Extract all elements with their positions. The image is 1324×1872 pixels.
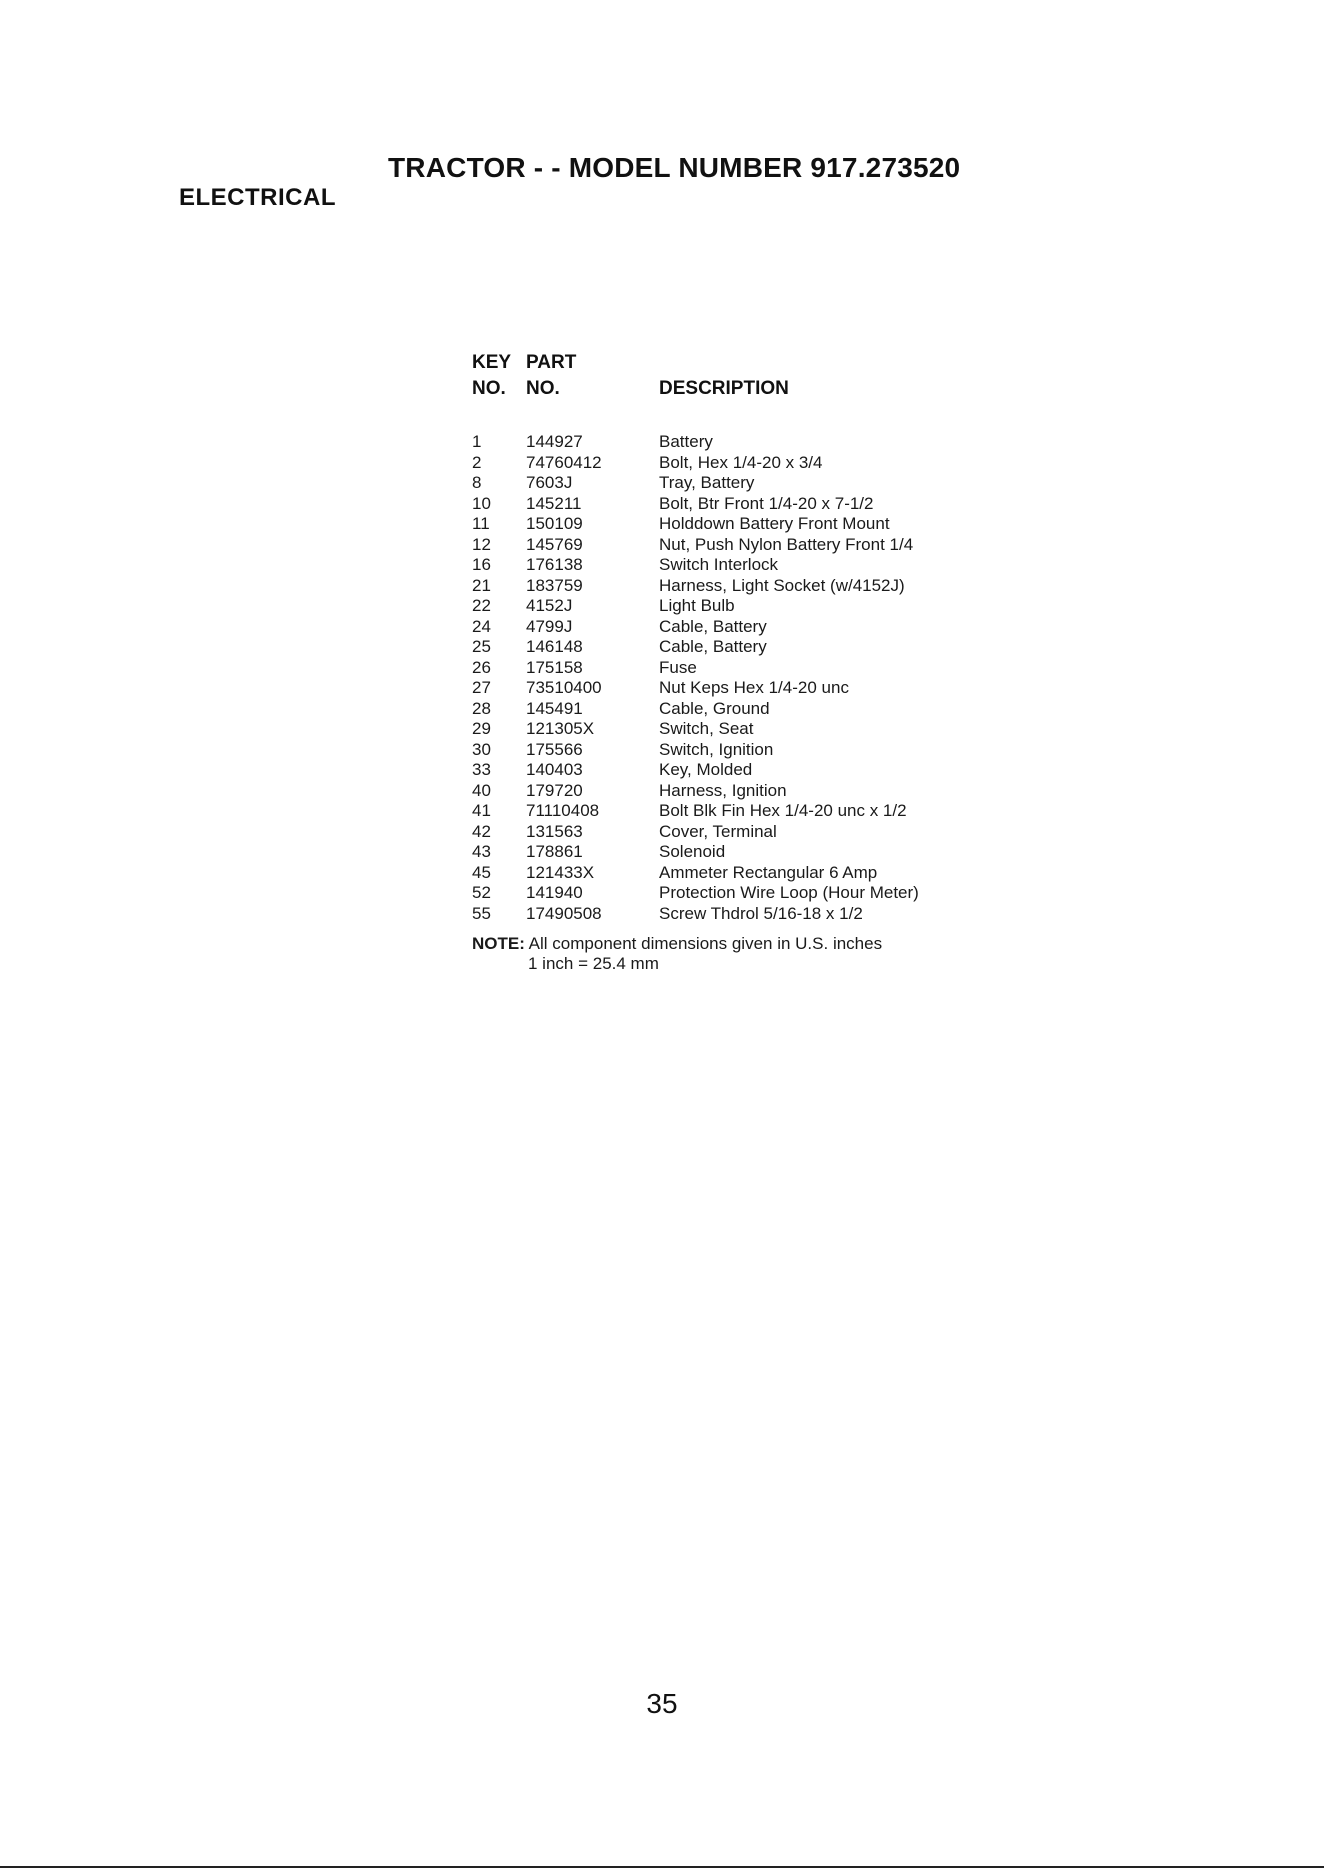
part-no-cell: 150109 [526, 514, 583, 533]
table-row [472, 719, 1032, 740]
part-no-cell: 73510400 [526, 678, 602, 697]
part-no-cell: 4152J [526, 596, 573, 615]
key-no-cell: 26 [472, 657, 491, 677]
description-cell: Bolt, Btr Front 1/4-20 x 7-1/2 [659, 493, 874, 513]
description-cell: Bolt Blk Fin Hex 1/4-20 unc x 1/2 [659, 801, 907, 820]
description-cell: Solenoid [659, 842, 726, 861]
key-no-cell: 16 [472, 555, 491, 574]
key-no-cell: 12 [472, 534, 491, 554]
part-no-cell: 144927 [526, 432, 583, 451]
table-row [472, 432, 1032, 453]
note [472, 934, 882, 974]
description-cell: Bolt, Hex 1/4-20 x 3/4 [659, 452, 823, 472]
description-cell: Cover, Terminal [659, 821, 777, 841]
key-no-cell: 28 [472, 698, 491, 718]
table-row [472, 514, 1032, 535]
part-no-cell: 121305X [526, 719, 595, 738]
key-no-cell: 21 [472, 575, 491, 595]
table-row [472, 699, 1032, 720]
note-text: All component dimensions given in U.S. inches [524, 934, 883, 953]
key-no-cell: 10 [472, 493, 491, 513]
part-no-cell: 175566 [526, 739, 583, 759]
parts-table [472, 352, 1032, 924]
page-number: 35 [646, 1688, 678, 1719]
table-row [472, 678, 1032, 699]
table-row [472, 801, 1032, 822]
description-cell: Screw Thdrol 5/16-18 x 1/2 [659, 903, 863, 923]
key-no-header-line2: NO. [472, 378, 506, 399]
description-cell: Holddown Battery Front Mount [659, 514, 890, 533]
table-row [472, 904, 1032, 925]
key-no-cell: 2 [472, 452, 482, 472]
key-no-cell: 33 [472, 760, 491, 779]
table-row [472, 576, 1032, 597]
part-no-cell: 7603J [526, 473, 573, 492]
note-label: NOTE: [472, 934, 525, 953]
description-header: DESCRIPTION [659, 378, 789, 399]
note-line1 [472, 934, 882, 954]
part-no-cell: 175158 [526, 657, 583, 677]
table-row [472, 535, 1032, 556]
table-row [472, 883, 1032, 904]
key-no-cell: 43 [472, 842, 491, 861]
description-cell: Nut Keps Hex 1/4-20 unc [659, 678, 849, 697]
key-no-cell: 27 [472, 678, 491, 697]
description-cell: Protection Wire Loop (Hour Meter) [659, 883, 919, 902]
part-no-cell: 140403 [526, 760, 583, 779]
part-no-cell: 4799J [526, 616, 573, 636]
description-cell: Battery [659, 432, 713, 451]
key-no-cell: 25 [472, 637, 491, 656]
key-no-cell: 41 [472, 801, 491, 820]
description-cell: Tray, Battery [659, 473, 755, 492]
bottom-rule [0, 1866, 1324, 1868]
table-row [472, 637, 1032, 658]
description-cell: Key, Molded [659, 760, 753, 779]
description-cell: Cable, Ground [659, 698, 770, 718]
description-cell: Harness, Ignition [659, 780, 787, 800]
table-header [472, 352, 1032, 404]
description-cell: Cable, Battery [659, 637, 767, 656]
description-cell: Switch Interlock [659, 555, 779, 574]
table-row [472, 555, 1032, 576]
page-title: TRACTOR - - MODEL NUMBER 917.273520 [388, 152, 961, 183]
part-no-cell: 183759 [526, 575, 583, 595]
part-no-cell: 71110408 [526, 801, 600, 820]
key-no-cell: 30 [472, 739, 491, 759]
table-row [472, 842, 1032, 863]
part-no-cell: 141940 [526, 883, 583, 902]
description-cell: Light Bulb [659, 596, 735, 615]
key-no-header-line1: KEY [472, 352, 512, 373]
table-row [472, 596, 1032, 617]
table-row [472, 740, 1032, 761]
table-row [472, 658, 1032, 679]
table-row [472, 781, 1032, 802]
key-no-cell: 22 [472, 596, 491, 615]
key-no-cell: 8 [472, 473, 482, 492]
key-no-cell: 45 [472, 862, 491, 882]
part-no-header-line1: PART [526, 352, 577, 373]
table-row [472, 453, 1032, 474]
part-no-cell: 121433X [526, 862, 595, 882]
key-no-cell: 55 [472, 903, 491, 923]
part-no-cell: 145491 [526, 698, 583, 718]
table-row [472, 822, 1032, 843]
key-no-cell: 1 [472, 432, 482, 451]
description-cell: Fuse [659, 657, 697, 677]
description-cell: Harness, Light Socket (w/4152J) [659, 575, 905, 595]
table-row [472, 863, 1032, 884]
part-no-cell: 178861 [526, 842, 583, 861]
table-body [472, 432, 1032, 924]
description-cell: Ammeter Rectangular 6 Amp [659, 862, 878, 882]
part-no-cell: 145769 [526, 534, 583, 554]
key-no-cell: 11 [472, 514, 490, 533]
part-no-header-line2: NO. [526, 378, 560, 399]
part-no-cell: 74760412 [526, 452, 602, 472]
part-no-cell: 176138 [526, 555, 583, 574]
key-no-cell: 40 [472, 780, 491, 800]
description-cell: Cable, Battery [659, 616, 767, 636]
key-no-cell: 29 [472, 719, 491, 738]
note-line2: 1 inch = 25.4 mm [528, 954, 659, 973]
description-cell: Switch, Seat [659, 719, 754, 738]
description-cell: Nut, Push Nylon Battery Front 1/4 [659, 534, 914, 554]
key-no-cell: 24 [472, 616, 491, 636]
key-no-cell: 42 [472, 821, 491, 841]
part-no-cell: 179720 [526, 780, 583, 800]
table-row [472, 760, 1032, 781]
table-row [472, 473, 1032, 494]
table-row [472, 617, 1032, 638]
table-row [472, 494, 1032, 515]
part-no-cell: 17490508 [526, 903, 602, 923]
part-no-cell: 131563 [526, 821, 583, 841]
part-no-cell: 145211 [526, 493, 582, 513]
description-cell: Switch, Ignition [659, 739, 774, 759]
section-title: ELECTRICAL [179, 184, 336, 211]
part-no-cell: 146148 [526, 637, 583, 656]
key-no-cell: 52 [472, 883, 491, 902]
